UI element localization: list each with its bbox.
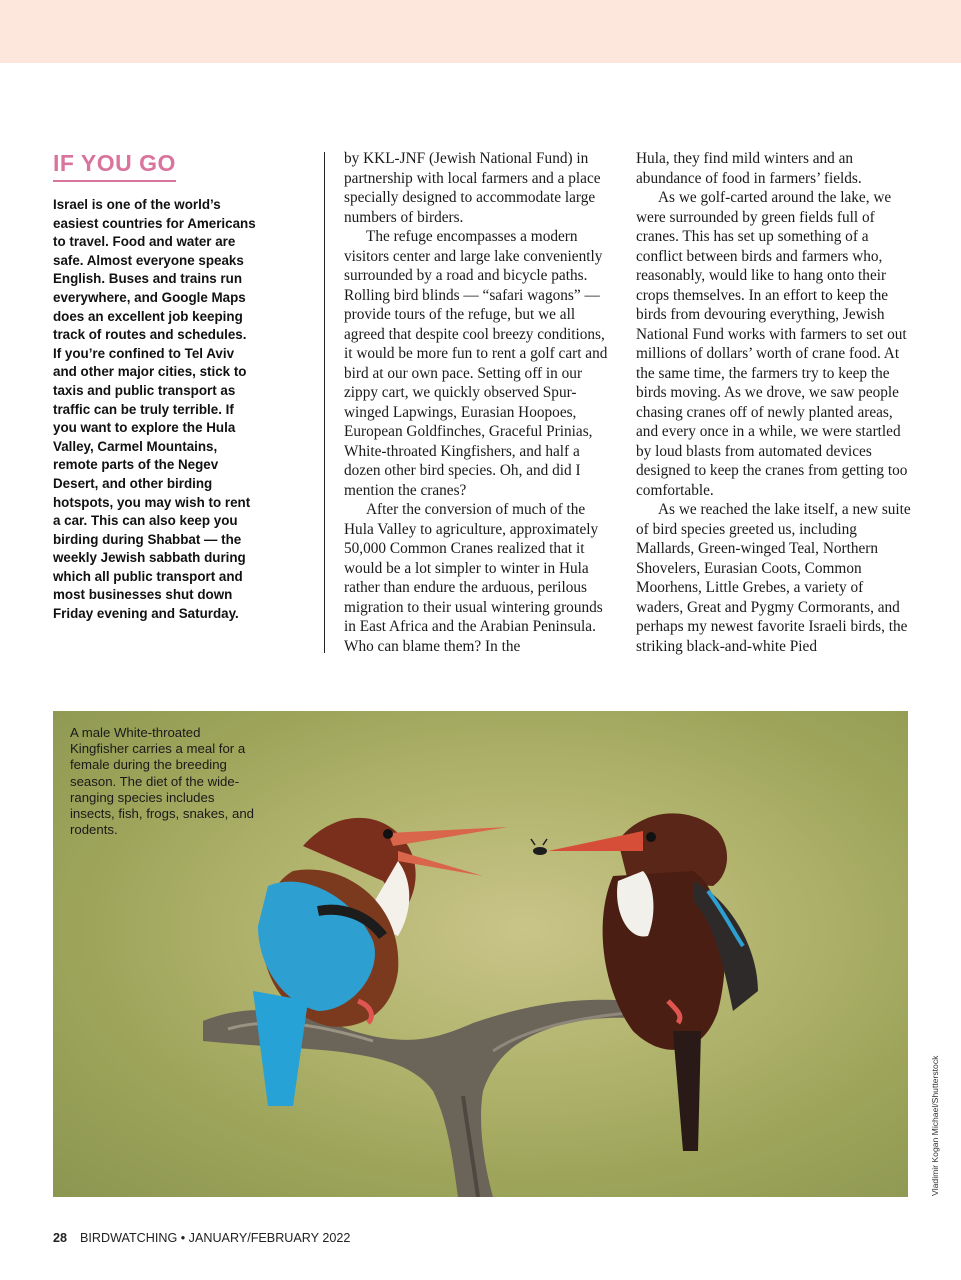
column3-paragraph-2: As we golf-carted around the lake, we were surrounded by green fields full of cranes. This has set up something of a conflict between birds and farmers who, reasonably, would like to hang onto their crops themselves. In an effort to keep the birds from devouring everything, Jewish National Fund works with farmers to set out millions of dollars’ worth of crane food. At the same time, the farmers try to keep the birds moving. As we drove, we saw people chasing cranes off of newly planted areas, and every once in a while, we were startled by loud blasts from automated devices designed to keep the cranes from getting too comfortable. (636, 189, 908, 499)
column2-paragraph-3: After the conversion of much of the Hula Valley to agriculture, approximately 50,000 Common Cranes realized that it would be a lot simpler to winter in Hula rather than endure the arduous, perilous migration to their usual wintering grounds in East Africa and the Arabian Peninsula. Who can blame them? In the (344, 501, 603, 655)
right-kingfisher (548, 813, 758, 1151)
page-number: 28 (53, 1231, 68, 1245)
column2-paragraph-1: by KKL-JNF (Jewish National Fund) in partnership with local farmers and a place specially designed to accommodate large numbers of birders. (344, 150, 601, 226)
column3-paragraph-1: Hula, they find mild winters and an abundance of food in farmers’ fields. (636, 150, 862, 187)
insect (531, 839, 547, 855)
page-footer (53, 1231, 350, 1245)
sidebar-title: IF YOU GO (53, 150, 176, 182)
sidebar-body: Israel is one of the world’s easiest countries for Americans to travel. Food and water are safe. Almost everyone speaks English. Buses and trains run everywhere, and Google Maps does an excellent job keeping track of routes and schedules. If you’re confined to Tel Aviv and other major cities, stick to taxis and public transport as traffic can be truly terrible. If you want to explore the Hula Valley, Carmel Mountains, remote parts of the Negev Desert, and other birding hotspots, you may wish to rent a car. This can also keep you birding during Shabbat — the weekly Jewish sabbath during which all public transport and most businesses shut down Friday evening and Saturday. (53, 197, 256, 622)
photo-caption: A male White-throated Kingfisher carries a meal for a female during the breeding season. The diet of the wide-ranging species includes insects, fish, frogs, snakes, and rodents. (70, 725, 254, 838)
article-column-2 (344, 149, 616, 656)
top-color-band (0, 0, 961, 63)
column2-paragraph-2: The refuge encompasses a modern visitors center and large lake conveniently surrounded by a road and bicycle paths. Rolling bird blinds — “safari wagons” — provide tours of the refuge, but we all agreed that despite cool breezy conditions, it would be more fun to rent a golf cart and bird at our own pace. Setting off in our zippy cart, we quickly observed Spur-winged Lapwings, Eurasian Hoopoes, European Goldfinches, Graceful Prinias, White-throated Kingfishers, and half a dozen other bird species. Oh, and did I mention the cranes? (344, 228, 608, 499)
column-divider (324, 152, 325, 653)
photo-credit: Vladimir Kogan Michael/Shutterstock (930, 1055, 940, 1196)
article-column-3 (636, 149, 912, 656)
publication-line: BIRDWATCHING • JANUARY/FEBRUARY 2022 (80, 1231, 351, 1245)
column3-paragraph-3: As we reached the lake itself, a new suite of bird species greeted us, including Mallards, Green-winged Teal, Northern Shovelers, Eurasian Coots, Common Moorhens, Little Grebes, a variety of waders, Great and Pygmy Cormorants, and perhaps my newest favorite Israeli birds, the striking black-and-white Pied (636, 501, 911, 655)
if-you-go-sidebar (53, 150, 258, 624)
kingfisher-photo (53, 711, 908, 1197)
